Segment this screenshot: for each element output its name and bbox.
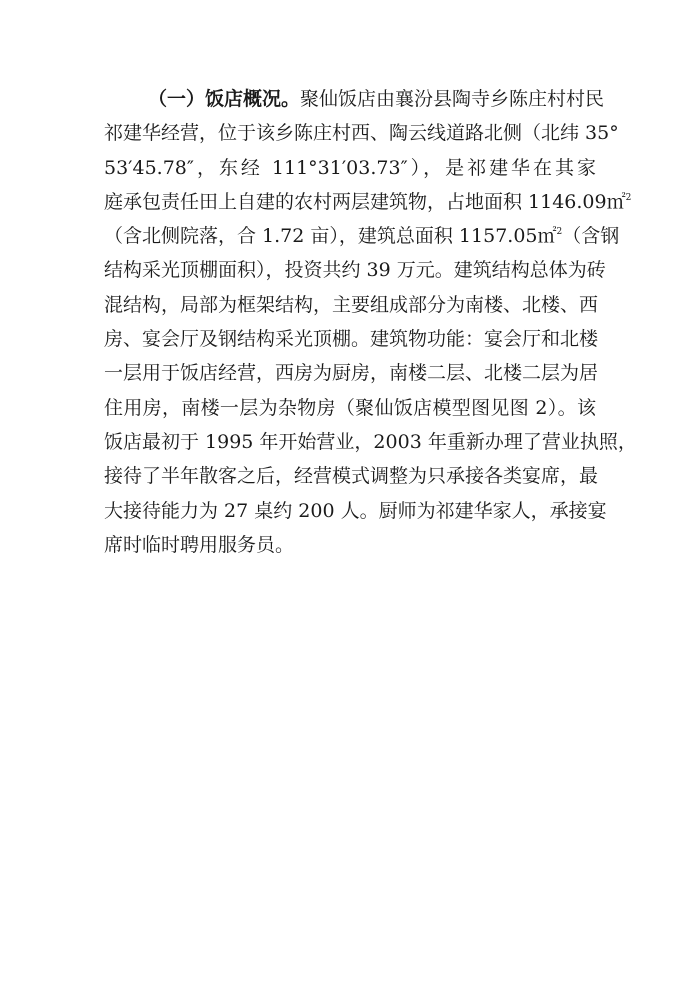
paragraph-line bbox=[104, 185, 632, 219]
paragraph-line: 席时临时聘用服务员。 bbox=[104, 533, 295, 556]
paragraph-line: 接待了半年散客之后，经营模式调整为只承接各类宴席，最 bbox=[104, 465, 599, 488]
superscript: 2 bbox=[625, 192, 632, 203]
paragraph-line: 混结构，局部为框架结构，主要组成部分为南楼、北楼、西 bbox=[104, 293, 599, 316]
paragraph-line: 住用房，南楼一层为杂物房（聚仙饭店模型图见图 2）。该 bbox=[104, 396, 596, 419]
paragraph-line: 房、宴会厅及钢结构采光顶棚。建筑物功能：宴会厅和北楼 bbox=[104, 328, 599, 351]
paragraph-line bbox=[104, 82, 605, 116]
paragraph-line: 饭店最初于 1995 年开始营业，2003 年重新办理了营业执照， bbox=[104, 430, 637, 453]
paragraph-line: 53′45.78″，东经 111°31′03.73″），是祁建华在其家 bbox=[104, 156, 596, 179]
superscript: 2 bbox=[556, 227, 563, 238]
section-heading: （一）饭店概况。 bbox=[148, 88, 301, 110]
paragraph-line: 结构采光顶棚面积），投资共约 39 万元。建筑结构总体为砖 bbox=[104, 259, 606, 282]
line-text: 聚仙饭店由襄汾县陶寺乡陈庄村村民 bbox=[300, 88, 605, 110]
line-text: （含钢 bbox=[562, 225, 620, 248]
line-text: （含北侧院落，合 1.72 亩），建筑总面积 1157.05㎡ bbox=[104, 225, 557, 248]
paragraph-line: 一层用于饭店经营，西房为厨房，南楼二层、北楼二层为居 bbox=[104, 362, 599, 385]
line-text: 庭承包责任田上自建的农村两层建筑物，占地面积 1146.09㎡ bbox=[104, 190, 626, 213]
paragraph-line bbox=[104, 219, 620, 253]
paragraph-line: 祁建华经营，位于该乡陈庄村西、陶云线道路北侧（北纬 35° bbox=[104, 122, 619, 145]
paragraph-line: 大接待能力为 27 桌约 200 人。厨师为祁建华家人，承接宴 bbox=[104, 499, 607, 522]
restaurant-overview-paragraph bbox=[104, 82, 637, 562]
